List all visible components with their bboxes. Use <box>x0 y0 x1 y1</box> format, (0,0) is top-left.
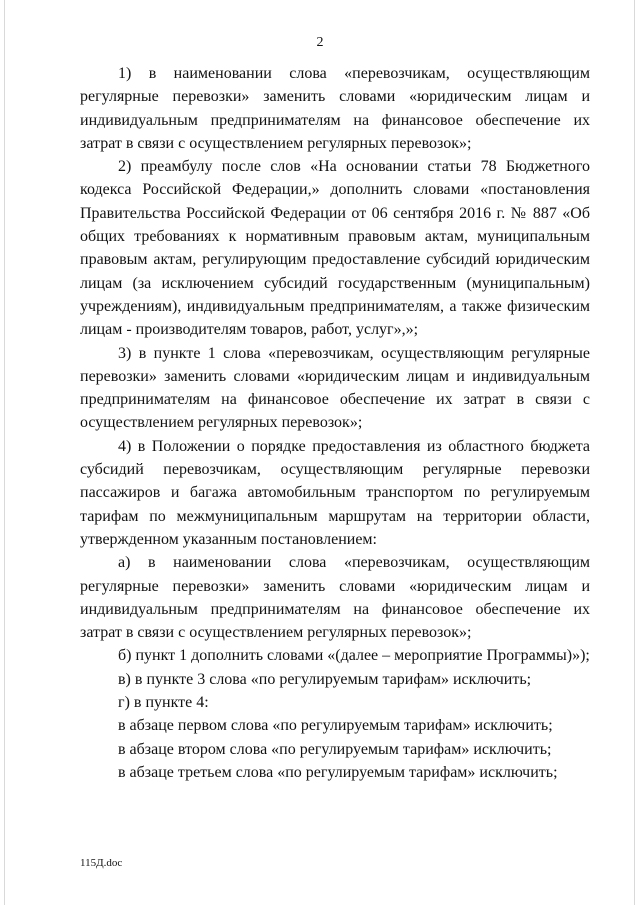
file-name-footer: 115Д.doc <box>80 857 123 869</box>
paragraph-4g: г) в пункте 4: <box>118 694 209 712</box>
paragraph-4v: в) в пункте 3 слова «по регулируемым тарифам» исключить; <box>118 670 532 688</box>
left-scan-edge <box>4 0 5 905</box>
page-number: 2 <box>316 35 324 50</box>
right-scan-edge <box>634 0 635 905</box>
paragraph-2: 2) преамбулу после слов «На основании статьи 78 Бюджетного кодекса Российской Федерации,» дополнить словами «постановления Правительства Российской Федерации от 06 сентября 2016 г. № 887 «Об общих требованиях к нормативным правовым актам, муниципальным правовым актам, регулирующим предоставление субсидий юридическим лицам (за исключением субсидий государственным (муниципальным) учреждениям), индивидуальным предпринимателям, а также физическим лицам - производителям товаров, работ, услуг»,»; <box>80 158 590 339</box>
document-body <box>80 62 590 784</box>
paragraph-4: 4) в Положении о порядке предоставления из областного бюджета субсидий перевозчикам, осуществляющим регулярные перевозки пассажиров и багажа автомобильным транспортом по регулируемым тарифам по межмуниципальным маршрутам на территории области, утвержденном указанным постановлением: <box>80 437 590 548</box>
paragraph-4g-abzac-2: в абзаце втором слова «по регулируемым тарифам» исключить; <box>118 740 552 758</box>
paragraph-4g-abzac-1: в абзаце первом слова «по регулируемым тарифам» исключить; <box>118 717 553 735</box>
paragraph-4a: а) в наименовании слова «перевозчикам, осуществляющим регулярные перевозки» заменить словами «юридическим лицам и индивидуальным предпринимателям на финансовое обеспечение их затрат в связи с осуществлением регулярных перевозок»; <box>80 554 590 642</box>
paragraph-3: 3) в пункте 1 слова «перевозчикам, осуществляющим регулярные перевозки» заменить словами «юридическим лицам и индивидуальным предпринимателям на финансовое обеспечение их затрат в связи с осуществлением регулярных перевозок»; <box>80 344 590 432</box>
paragraph-1: 1) в наименовании слова «перевозчикам, осуществляющим регулярные перевозки» заменить словами «юридическим лицам и индивидуальным предпринимателям на финансовое обеспечение их затрат в связи с осуществлением регулярных перевозок»; <box>80 65 590 152</box>
paragraph-4g-abzac-3: в абзаце третьем слова «по регулируемым тарифам» исключить; <box>118 763 558 781</box>
paragraph-4b: б) пункт 1 дополнить словами «(далее – мероприятие Программы)»); <box>118 647 590 665</box>
